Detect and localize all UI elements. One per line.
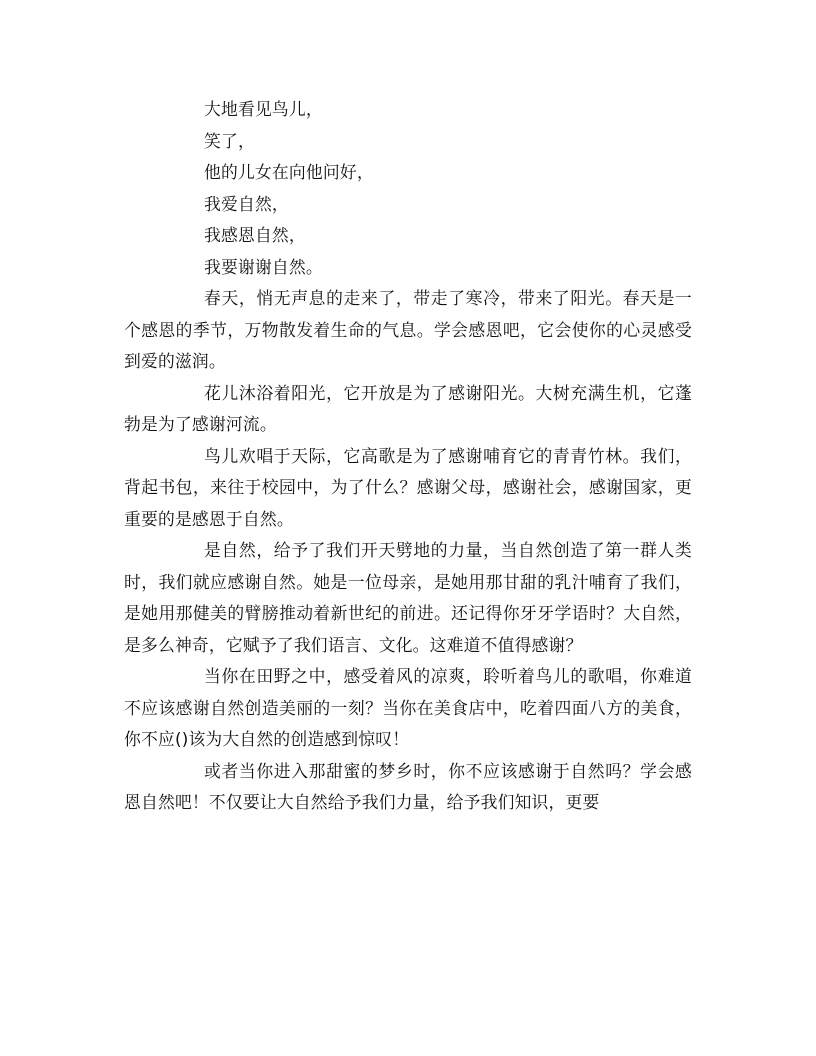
paragraph-nature-mother: 是自然，给予了我们开天劈地的力量，当自然创造了第一群人类时，我们就应感谢自然。她是一位母亲，是她用那甘甜的乳汁哺育了我们，是她用那健美的臂膀推动着新世纪的前进。还记得你牙牙学语时？大自然，是多么神奇，它赋予了我们语言、文化。这难道不值得感谢？ xyxy=(124,540,692,655)
poem-line: 我爱自然， xyxy=(204,193,289,214)
paragraph-dreams: 或者当你进入那甜蜜的梦乡时，你不应该感谢于自然吗？学会感恩自然吧！不仅要让大自然给予我们力量，给予我们知识，更要 xyxy=(124,760,692,812)
paragraph-flowers: 花儿沐浴着阳光，它开放是为了感谢阳光。大树充满生机，它蓬勃是为了感谢河流。 xyxy=(124,382,692,434)
paragraph-spring: 春天，悄无声息的走来了，带走了寒冷，带来了阳光。春天是一个感恩的季节，万物散发着生命的气息。学会感恩吧，它会使你的心灵感受到爱的滋润。 xyxy=(124,288,692,371)
poem-line: 我感恩自然， xyxy=(204,225,306,245)
document-body xyxy=(124,94,692,819)
poem-line: 笑了， xyxy=(204,130,255,151)
poem-line: 他的儿女在向他问好， xyxy=(204,162,374,182)
paragraph-birds: 鸟儿欢唱于天际，它高歌是为了感谢哺育它的青青竹林。我们，背起书包，来往于校园中，为了什么？感谢父母，感谢社会，感谢国家，更重要的是感恩于自然。 xyxy=(124,445,692,529)
poem-line: 我要谢谢自然。 xyxy=(204,256,323,277)
paragraph-fields: 当你在田野之中，感受着风的凉爽，聆听着鸟儿的歌唱，你难道不应该感谢自然创造美丽的一刻？当你在美食店中，吃着四面八方的美食，你不应()该为大自然的创造感到惊叹！ xyxy=(124,666,692,749)
poem-line: 大地看见鸟儿， xyxy=(204,99,323,119)
